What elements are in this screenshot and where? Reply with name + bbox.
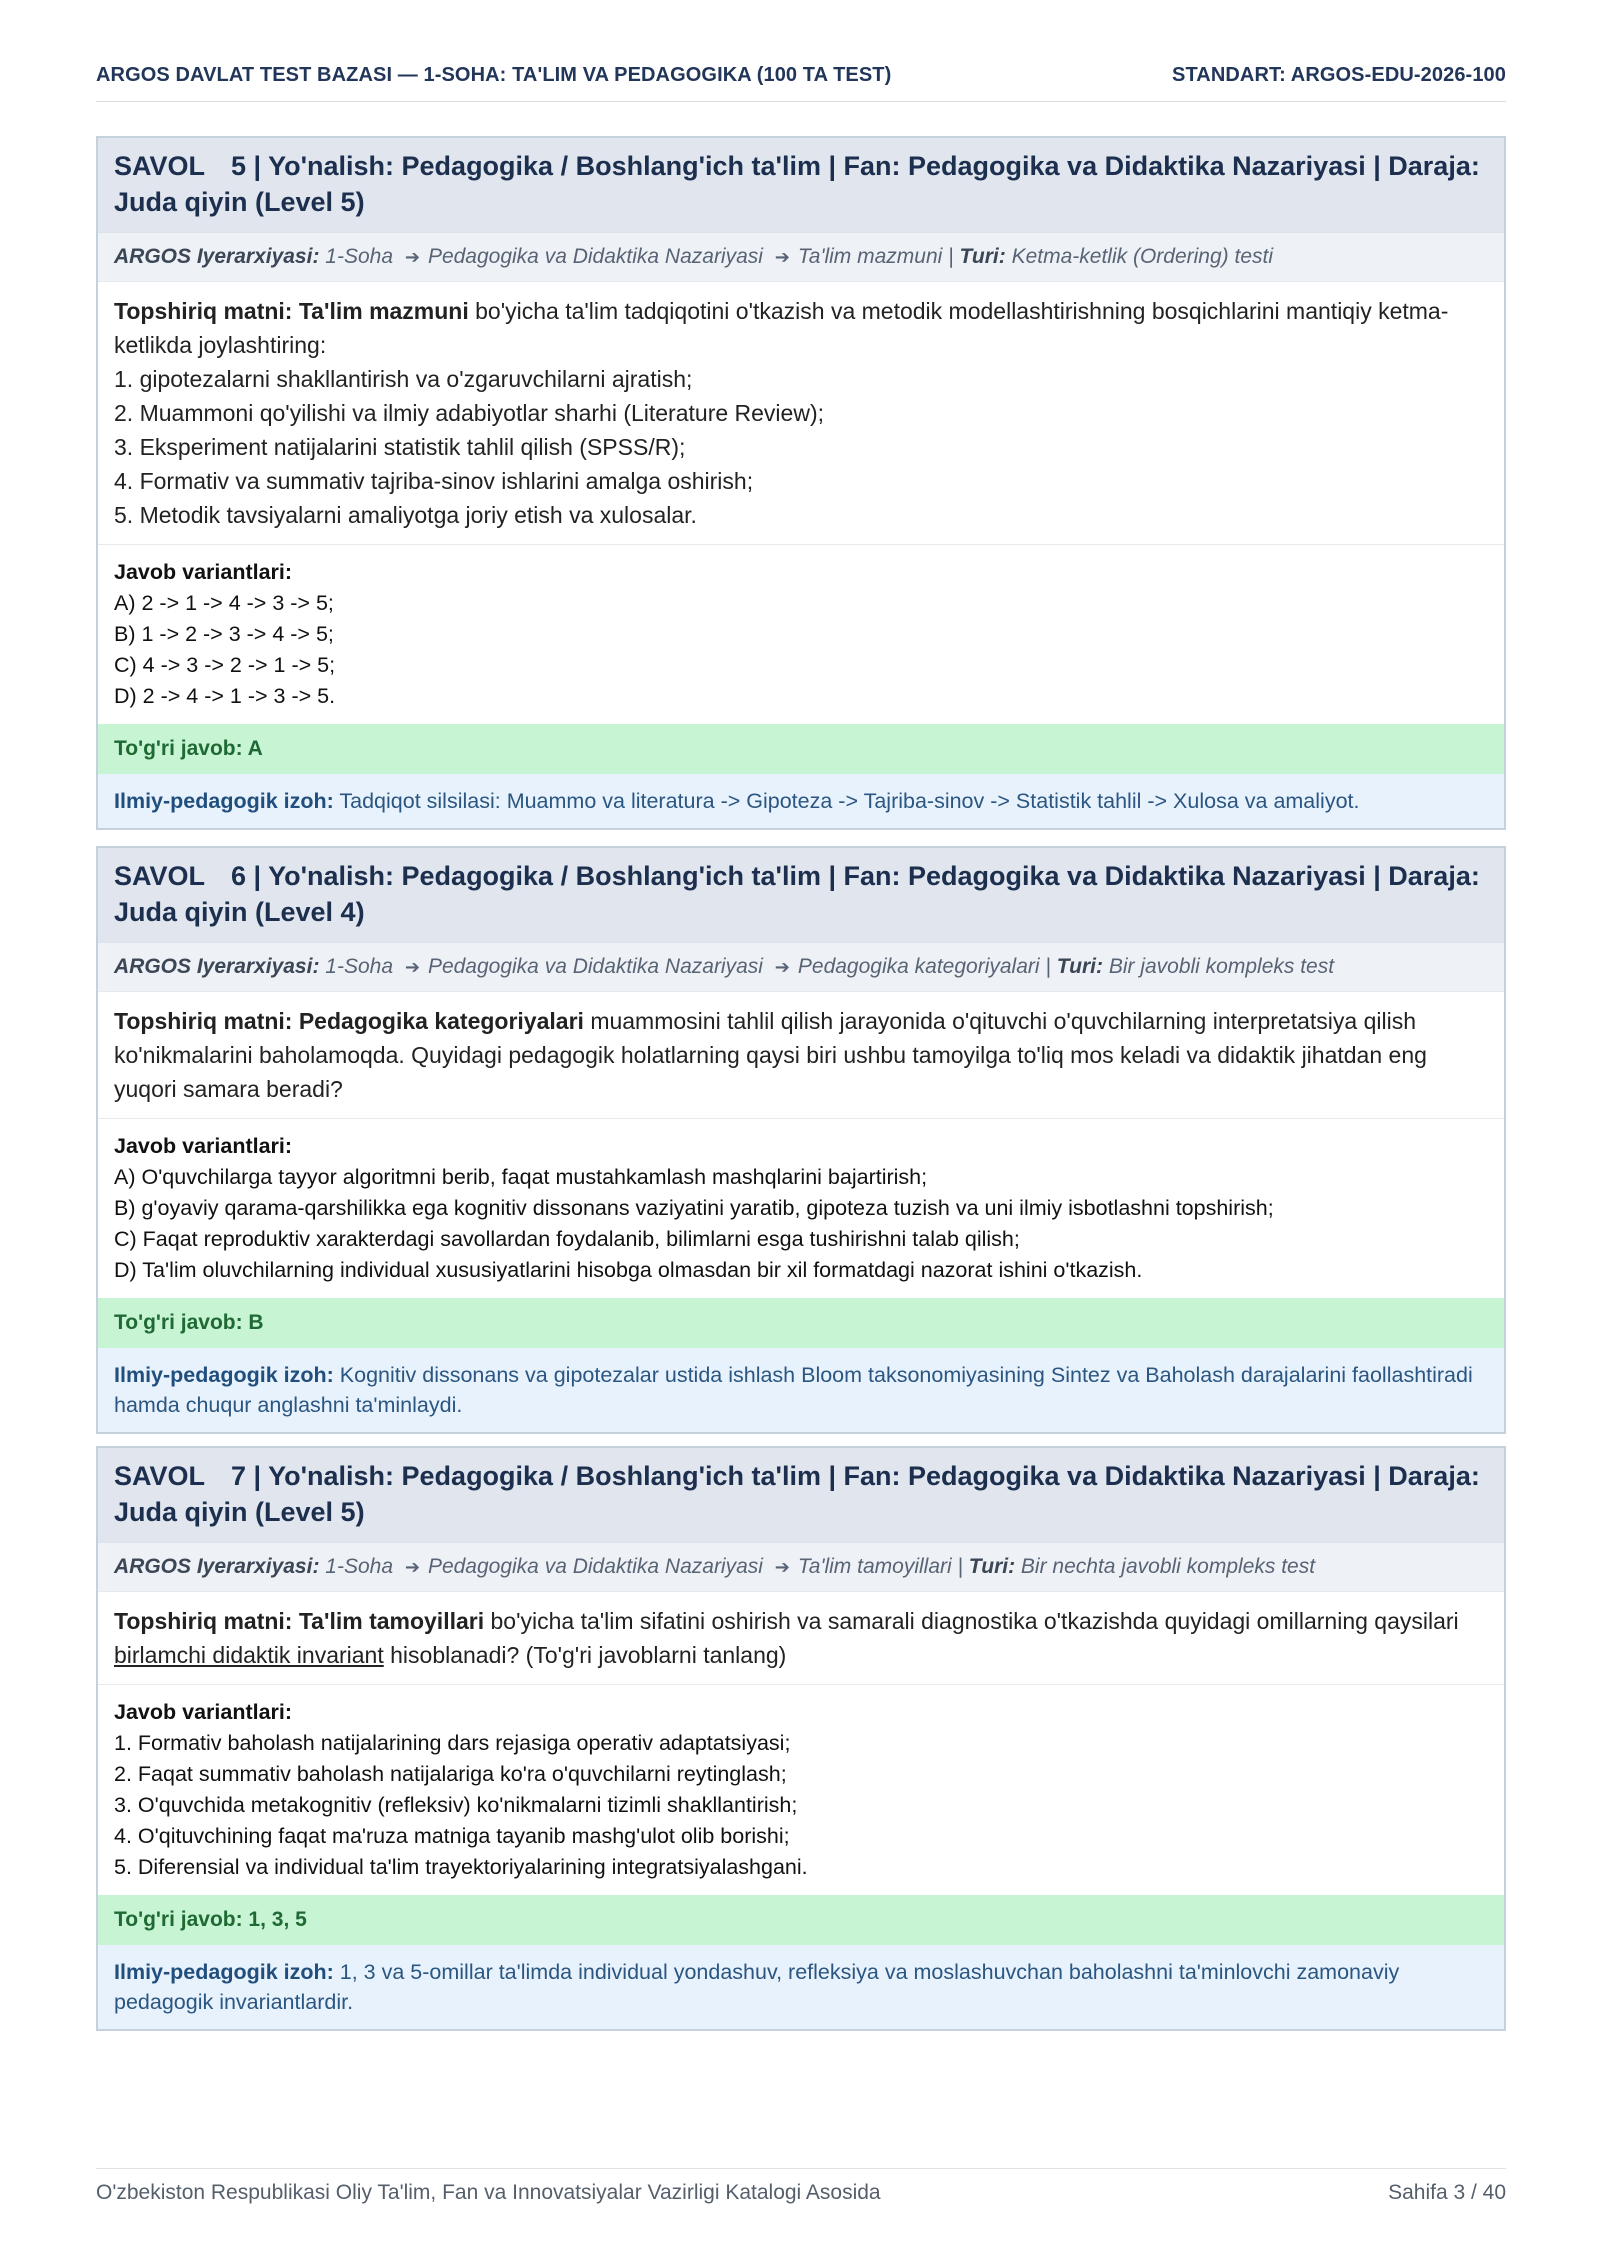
- answer-option: 4. O'qituvchining faqat ma'ruza matniga tayanib mashg'ulot olib borishi;: [114, 1824, 790, 1848]
- task-label: Topshiriq matni:: [114, 1608, 293, 1634]
- task-description: bo'yicha ta'lim tadqiqotini o'tkazish va metodik modellashtirishning bosqichlarini mantiqiy ketma-ketlikda joylashtiring:: [114, 298, 1449, 358]
- explanation-label: Ilmiy-pedagogik izoh:: [114, 1363, 334, 1387]
- explanation-label: Ilmiy-pedagogik izoh:: [114, 1960, 334, 1984]
- answer-option: 3. O'quvchida metakognitiv (refleksiv) ko'nikmalarni tizimli shakllantirish;: [114, 1793, 798, 1817]
- savol-label: SAVOL: [114, 1461, 206, 1491]
- task-item: 3. Eksperiment natijalarini statistik tahlil qilish (SPSS/R);: [114, 434, 686, 460]
- task-item: 1. gipotezalarni shakllantirish va o'zgaruvchilarni ajratish;: [114, 366, 693, 392]
- question-title: [98, 848, 1504, 942]
- answer-options: [98, 544, 1504, 724]
- task-label: Topshiriq matni:: [114, 298, 293, 324]
- arrow-right-icon: ➔: [774, 1557, 790, 1577]
- question-heading: 5 | Yo'nalish: Pedagogika / Boshlang'ich ta'lim | Fan: Pedagogika va Didaktika Nazariyasi | Daraja: Juda qiyin (Level 5): [114, 151, 1480, 217]
- question-card: [96, 136, 1506, 830]
- hierarchy-label: ARGOS Iyerarxiyasi:: [114, 955, 320, 978]
- explanation-text: Tadqiqot silsilasi: Muammo va literatura -> Gipoteza -> Tajriba-sinov -> Statistik tahlil -> Xulosa va amaliyot.: [339, 789, 1360, 813]
- hierarchy-level-2: Pedagogika va Didaktika Nazariyasi: [427, 245, 763, 268]
- task-text: [98, 281, 1504, 544]
- answer-option: D) Ta'lim oluvchilarning individual xususiyatlarini hisobga olmasdan bir xil formatdagi nazorat ishini o'tkazish.: [114, 1258, 1143, 1282]
- hierarchy-level-1: 1-Soha: [325, 955, 393, 978]
- savol-label: SAVOL: [114, 151, 206, 181]
- underlined-term: birlamchi didaktik invariant: [114, 1642, 384, 1668]
- question-card: [96, 846, 1506, 1434]
- question-title: [98, 1448, 1504, 1542]
- explanation-text: Kognitiv dissonans va gipotezalar ustida ishlash Bloom taksonomiyasining Sintez va Baholash darajalarini faollashtiradi hamda chuqur anglashni ta'minlaydi.: [114, 1363, 1473, 1417]
- task-topic: Ta'lim mazmuni: [298, 298, 469, 324]
- task-description: muammosini tahlil qilish jarayonida o'qituvchi o'quvchilarning interpretatsiya qilish ko'nikmalarini baholamoqda. Quyidagi pedagogik holatlarning qaysi biri ushbu tamoyilga to'liq mos keladi va didaktik jihatdan eng yuqori samara beradi?: [114, 1008, 1427, 1102]
- answer-option: 5. Diferensial va individual ta'lim trayektoriyalarining integratsiyalashgani.: [114, 1855, 808, 1879]
- task-label: Topshiriq matni:: [114, 1008, 293, 1034]
- page-header: [96, 64, 1506, 102]
- header-standard: STANDART: ARGOS-EDU-2026-100: [1172, 64, 1506, 86]
- explanation: [98, 1348, 1504, 1432]
- correct-answer: To'g'ri javob: B: [98, 1298, 1504, 1348]
- explanation-text: 1, 3 va 5-omillar ta'limda individual yondashuv, refleksiya va moslashuvchan baholashni ta'minlovchi zamonaviy pedagogik invariantlardir.: [114, 1960, 1400, 2014]
- savol-label: SAVOL: [114, 861, 206, 891]
- question-heading: 6 | Yo'nalish: Pedagogika / Boshlang'ich ta'lim | Fan: Pedagogika va Didaktika Nazariyasi | Daraja: Juda qiyin (Level 4): [114, 861, 1480, 927]
- answer-option: A) O'quvchilarga tayyor algoritmni berib, faqat mustahkamlash mashqlarini bajartirish;: [114, 1165, 928, 1189]
- task-topic: Ta'lim tamoyillari: [298, 1608, 485, 1634]
- task-item: 2. Muammoni qo'yilishi va ilmiy adabiyotlar sharhi (Literature Review);: [114, 400, 824, 426]
- answer-option: 1. Formativ baholash natijalarining dars rejasiga operativ adaptatsiyasi;: [114, 1731, 791, 1755]
- answer-option: B) g'oyaviy qarama-qarshilikka ega kognitiv dissonans vaziyatini yaratib, gipoteza tuzish va uni ilmiy isbotlashni topshirish;: [114, 1196, 1274, 1220]
- answer-options: [98, 1684, 1504, 1895]
- answer-option: C) 4 -> 3 -> 2 -> 1 -> 5;: [114, 653, 336, 677]
- hierarchy-level-3: Pedagogika kategoriyalari |: [797, 955, 1051, 978]
- type-label: Turi:: [968, 1555, 1016, 1578]
- answer-option: D) 2 -> 4 -> 1 -> 3 -> 5.: [114, 684, 336, 708]
- page-number: Sahifa 3 / 40: [1388, 2181, 1506, 2204]
- task-item: 5. Metodik tavsiyalarni amaliyotga joriy etish va xulosalar.: [114, 502, 697, 528]
- type-label: Turi:: [1056, 955, 1103, 978]
- task-item: 4. Formativ va summativ tajriba-sinov ishlarini amalga oshirish;: [114, 468, 754, 494]
- question-heading: 7 | Yo'nalish: Pedagogika / Boshlang'ich ta'lim | Fan: Pedagogika va Didaktika Nazariyasi | Daraja: Juda qiyin (Level 5): [114, 1461, 1480, 1527]
- hierarchy-row: [98, 232, 1504, 281]
- header-title: ARGOS DAVLAT TEST BAZASI — 1-SOHA: TA'LIM VA PEDAGOGIKA (100 TA TEST): [96, 64, 892, 86]
- arrow-right-icon: ➔: [404, 957, 420, 977]
- answer-option: 2. Faqat summativ baholash natijalariga ko'ra o'quvchilarni reytinglash;: [114, 1762, 787, 1786]
- hierarchy-level-3: Ta'lim mazmuni |: [797, 245, 954, 268]
- options-label: Javob variantlari:: [114, 1700, 293, 1724]
- task-topic: Pedagogika kategoriyalari: [298, 1008, 584, 1034]
- correct-answer: To'g'ri javob: 1, 3, 5: [98, 1895, 1504, 1945]
- task-text: [98, 1591, 1504, 1684]
- footer-source: O'zbekiston Respublikasi Oliy Ta'lim, Fan va Innovatsiyalar Vazirligi Katalogi Asosida: [96, 2181, 881, 2204]
- explanation: [98, 1945, 1504, 2029]
- arrow-right-icon: ➔: [404, 1557, 420, 1577]
- hierarchy-row: [98, 1542, 1504, 1591]
- hierarchy-level-2: Pedagogika va Didaktika Nazariyasi: [427, 955, 763, 978]
- page-footer: [96, 2168, 1506, 2205]
- hierarchy-level-1: 1-Soha: [325, 245, 393, 268]
- task-description-end: hisoblanadi? (To'g'ri javoblarni tanlang): [390, 1642, 787, 1668]
- type-label: Turi:: [959, 245, 1006, 268]
- correct-answer: To'g'ri javob: A: [98, 724, 1504, 774]
- hierarchy-level-3: Ta'lim tamoyillari |: [797, 1555, 963, 1578]
- answer-option: B) 1 -> 2 -> 3 -> 4 -> 5;: [114, 622, 334, 646]
- task-text: [98, 991, 1504, 1118]
- options-label: Javob variantlari:: [114, 1134, 293, 1158]
- question-title: [98, 138, 1504, 232]
- arrow-right-icon: ➔: [774, 957, 790, 977]
- task-description: bo'yicha ta'lim sifatini oshirish va samarali diagnostika o'tkazishda quyidagi omillarning qaysilari: [490, 1608, 1459, 1634]
- explanation: [98, 774, 1504, 828]
- type-value: Ketma-ketlik (Ordering) testi: [1011, 245, 1273, 268]
- options-label: Javob variantlari:: [114, 560, 293, 584]
- hierarchy-row: [98, 942, 1504, 991]
- type-value: Bir javobli kompleks test: [1108, 955, 1335, 978]
- hierarchy-label: ARGOS Iyerarxiyasi:: [114, 245, 320, 268]
- hierarchy-level-1: 1-Soha: [325, 1555, 393, 1578]
- answer-option: A) 2 -> 1 -> 4 -> 3 -> 5;: [114, 591, 334, 615]
- hierarchy-level-2: Pedagogika va Didaktika Nazariyasi: [427, 1555, 763, 1578]
- arrow-right-icon: ➔: [404, 247, 420, 267]
- answer-option: C) Faqat reproduktiv xarakterdagi savollardan foydalanib, bilimlarni esga tushirishni talab qilish;: [114, 1227, 1020, 1251]
- type-value: Bir nechta javobli kompleks test: [1020, 1555, 1316, 1578]
- hierarchy-label: ARGOS Iyerarxiyasi:: [114, 1555, 320, 1578]
- explanation-label: Ilmiy-pedagogik izoh:: [114, 789, 334, 813]
- answer-options: [98, 1118, 1504, 1298]
- question-card: [96, 1446, 1506, 2031]
- arrow-right-icon: ➔: [774, 247, 790, 267]
